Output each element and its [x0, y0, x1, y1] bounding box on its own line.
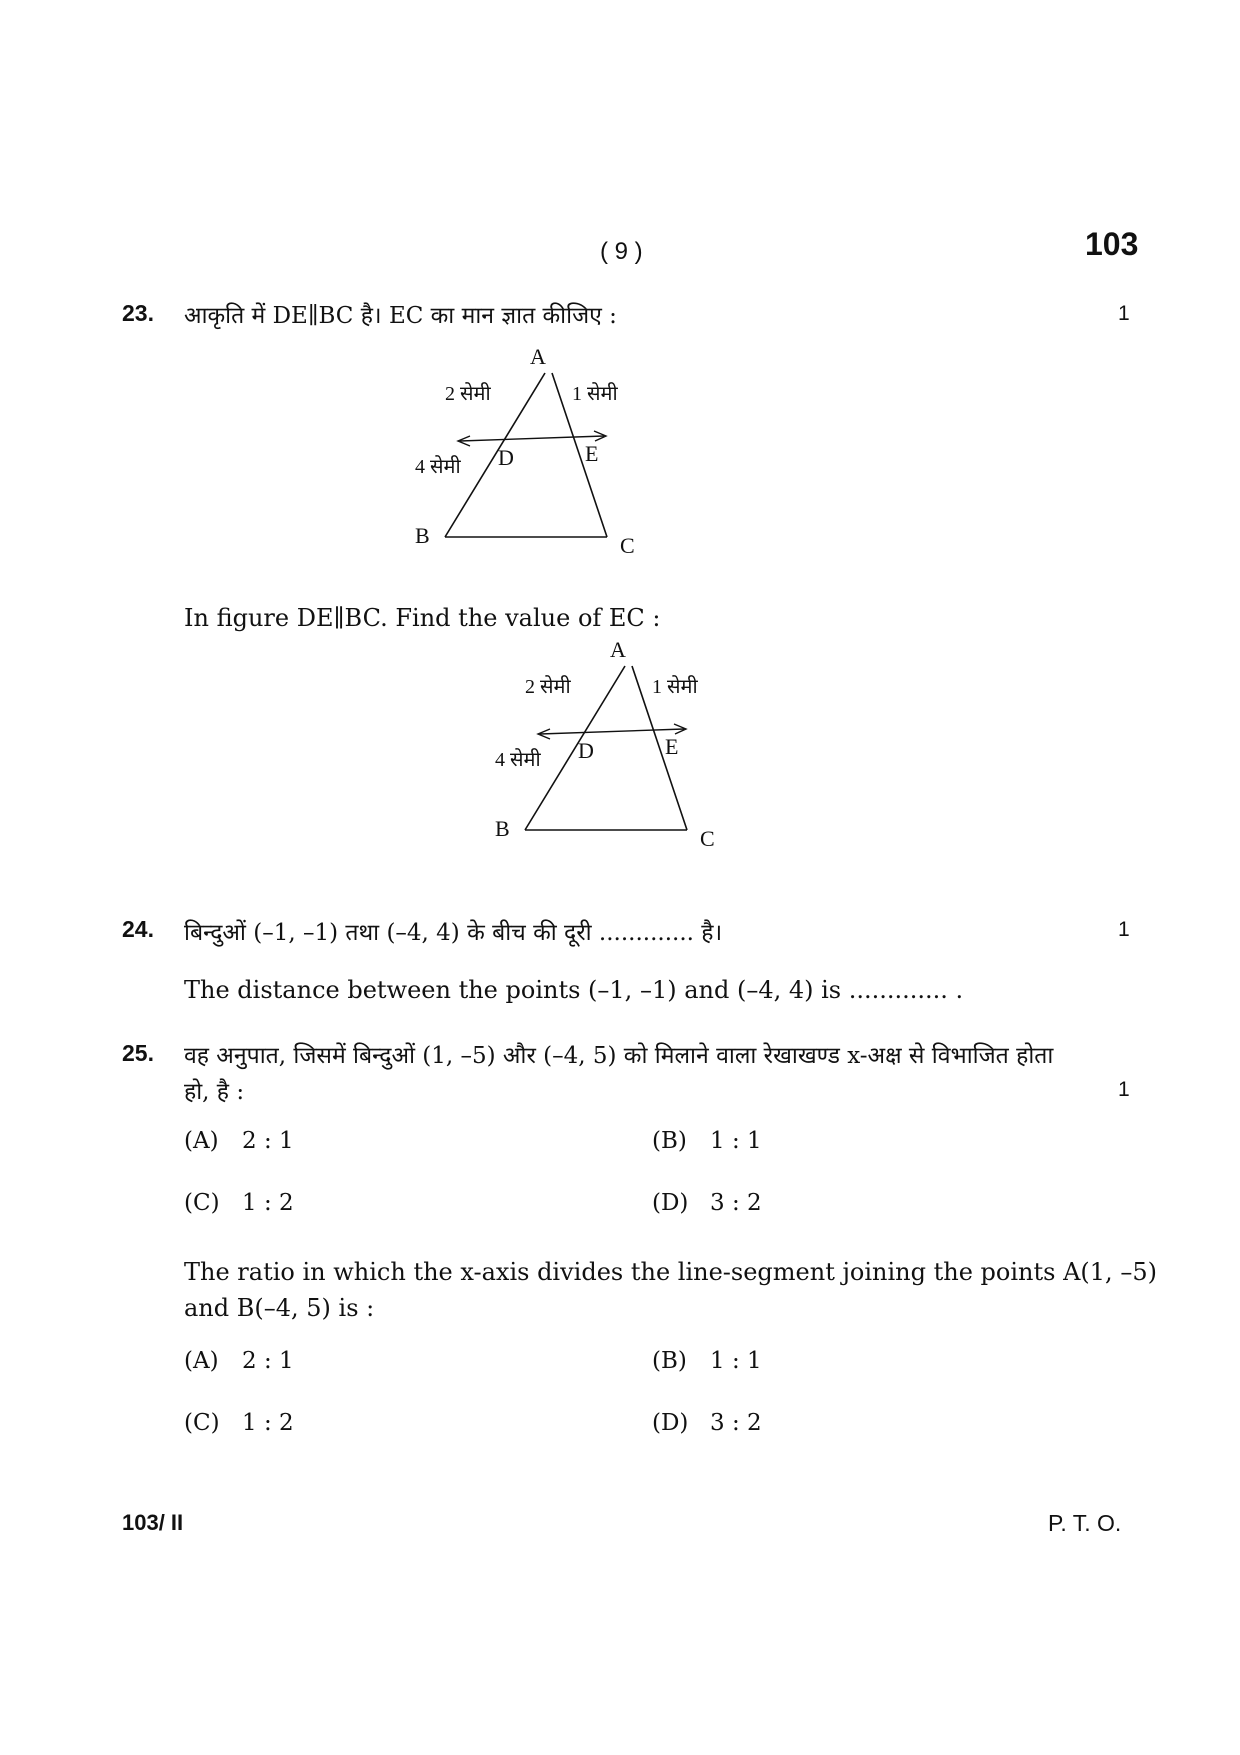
- point-d-label: D: [578, 738, 594, 763]
- option-b-label: (B): [652, 1348, 687, 1374]
- point-e-label: E: [585, 441, 599, 466]
- option-d-value: 3 : 2: [710, 1410, 762, 1436]
- option-a-english: [184, 1348, 294, 1374]
- question-23-hindi: आकृति में DE∥BC है। EC का मान ज्ञात कीजिए :: [184, 303, 617, 329]
- option-c-english: [184, 1410, 294, 1436]
- point-e-label: E: [665, 734, 679, 759]
- question-number-23: 23.: [122, 300, 154, 326]
- option-b: [652, 1128, 762, 1154]
- question-number-25: 25.: [122, 1040, 154, 1066]
- question-25-marks: 1: [1118, 1078, 1130, 1101]
- triangle-figure-hindi: [400, 340, 650, 555]
- question-25-english-line1: The ratio in which the x-axis divides the line-segment joining the points A(1, –5): [184, 1258, 1157, 1286]
- question-number-24: 24.: [122, 916, 154, 942]
- option-b-value: 1 : 1: [710, 1128, 762, 1154]
- option-d-label: (D): [652, 1410, 689, 1436]
- option-c-value: 1 : 2: [242, 1410, 294, 1436]
- page-number: ( 9 ): [600, 238, 643, 265]
- question-23-marks: 1: [1118, 302, 1130, 325]
- length-ad-label: 2 सेमी: [525, 676, 571, 698]
- vertex-a-label: A: [610, 637, 626, 662]
- option-c-value: 1 : 2: [242, 1190, 294, 1216]
- question-24-marks: 1: [1118, 918, 1130, 941]
- vertex-c-label: C: [700, 826, 715, 848]
- triangle-figure-english: [480, 633, 730, 848]
- option-d-value: 3 : 2: [710, 1190, 762, 1216]
- option-d-label: (D): [652, 1190, 689, 1216]
- length-ad-label: 2 सेमी: [445, 383, 491, 405]
- option-a: [184, 1128, 294, 1154]
- option-a-label: (A): [184, 1348, 219, 1374]
- paper-code: 103: [1085, 226, 1139, 262]
- question-25-english-line2: and B(–4, 5) is :: [184, 1294, 375, 1322]
- question-25-hindi-line1: वह अनुपात, जिसमें बिन्दुओं (1, –5) और (–4, 5) को मिलाने वाला रेखाखण्ड x-अक्ष से विभाजित होता: [184, 1043, 1054, 1069]
- option-c-label: (C): [184, 1410, 220, 1436]
- footer-code: 103/ II: [122, 1510, 184, 1535]
- question-25-hindi-line2: हो, है :: [184, 1079, 245, 1105]
- option-a-value: 2 : 1: [242, 1348, 294, 1374]
- vertex-b-label: B: [495, 816, 510, 841]
- pto-label: P. T. O.: [1048, 1510, 1122, 1536]
- length-ae-label: 1 सेमी: [652, 676, 698, 698]
- option-b-label: (B): [652, 1128, 687, 1154]
- vertex-b-label: B: [415, 523, 430, 548]
- question-23-english: In figure DE∥BC. Find the value of EC :: [184, 604, 661, 632]
- vertex-c-label: C: [620, 533, 635, 555]
- option-d: [652, 1190, 762, 1216]
- option-a-value: 2 : 1: [242, 1128, 294, 1154]
- length-ae-label: 1 सेमी: [572, 383, 618, 405]
- length-db-label: 4 सेमी: [495, 749, 541, 771]
- length-db-label: 4 सेमी: [415, 456, 461, 478]
- vertex-a-label: A: [530, 344, 546, 369]
- option-b-value: 1 : 1: [710, 1348, 762, 1374]
- option-d-english: [652, 1410, 762, 1436]
- question-24-english: The distance between the points (–1, –1) and (–4, 4) is ............. .: [184, 976, 964, 1004]
- question-24-hindi: बिन्दुओं (–1, –1) तथा (–4, 4) के बीच की दूरी ............. है।: [184, 920, 723, 946]
- option-c: [184, 1190, 294, 1216]
- option-c-label: (C): [184, 1190, 220, 1216]
- option-a-label: (A): [184, 1128, 219, 1154]
- point-d-label: D: [498, 445, 514, 470]
- option-b-english: [652, 1348, 762, 1374]
